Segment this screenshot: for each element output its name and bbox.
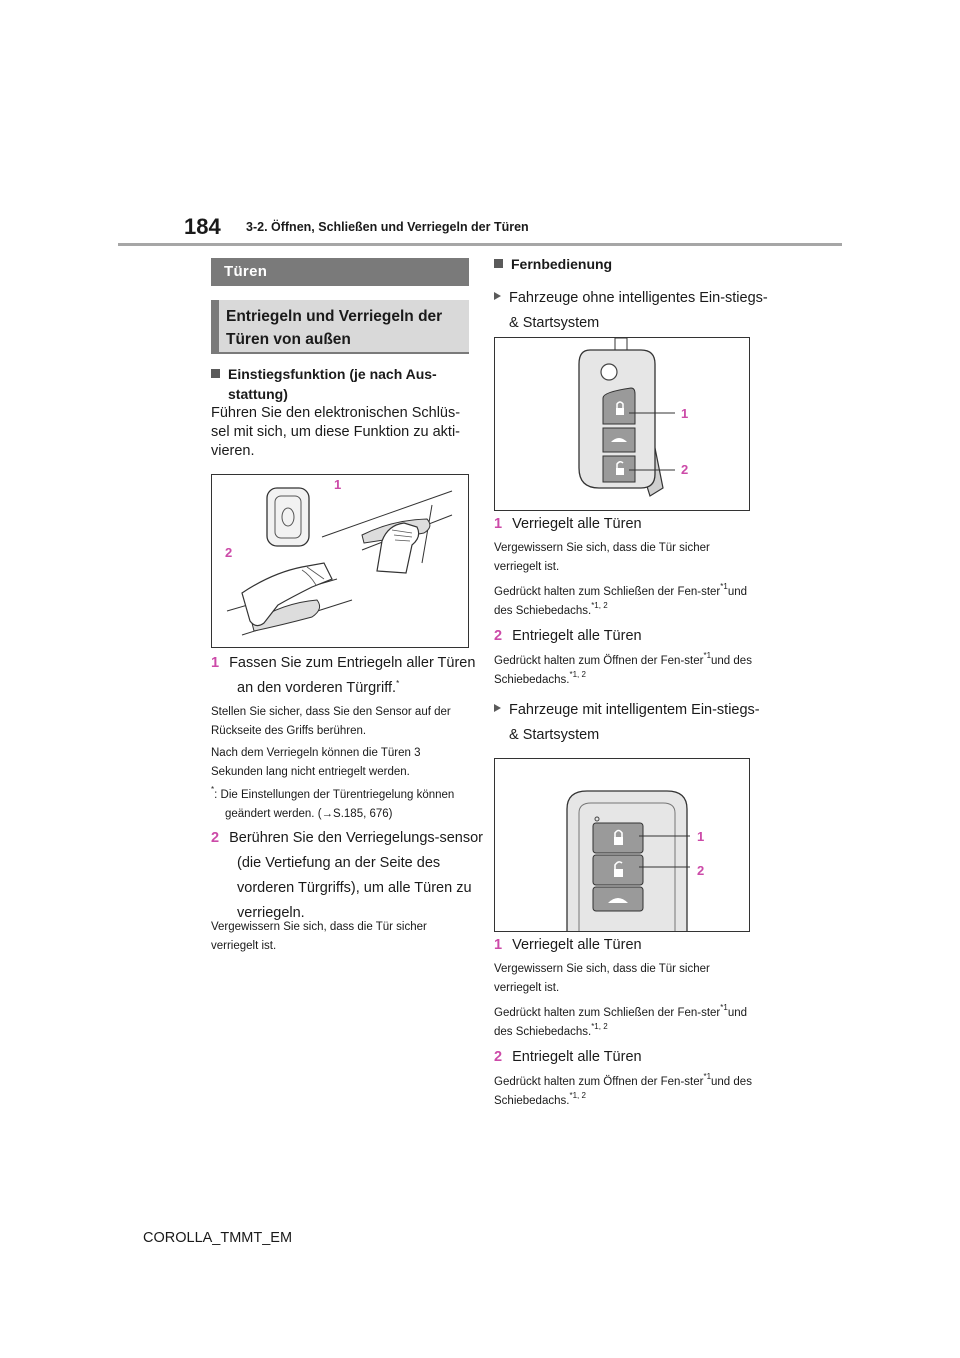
step-2-text: Berühren Sie den Verriegelungs-sensor (die Vertiefung an der Seite des vorderen Türgriffs), um alle Türen zu verriegeln.: [229, 830, 483, 921]
footnote-mark: *: [211, 785, 215, 794]
smart-key-subheading: Fahrzeuge mit intelligentem Ein-stiegs- & Startsystem: [494, 698, 769, 748]
smart-key-figure: [494, 758, 750, 932]
subsection-title: Entriegeln und Verriegeln der Türen von außen: [226, 308, 443, 348]
smart-key-illustration: [495, 759, 749, 931]
footnote-text: : Die Einstellungen der Türentriegelung können geändert werden. (→S.185, 676): [214, 789, 455, 820]
remote1-verify: Vergewissern Sie sich, dass die Tür sicher verriegelt ist.: [494, 542, 710, 573]
remote2-verify: Vergewissern Sie sich, dass die Tür sicher verriegelt ist.: [494, 963, 710, 994]
door-handle-figure: [211, 474, 469, 648]
note-verify: Vergewissern Sie sich, dass die Tür sicher verriegelt ist.: [211, 921, 427, 952]
remote2-hold-open: Gedrückt halten zum Öffnen der Fen-ster$^{*1}$und des Schiebedachs.$^{*1, 2}$: [494, 1072, 752, 1107]
flip-key-illustration: [495, 338, 749, 510]
note-sensor: Stellen Sie sicher, dass Sie den Sensor auf der Rückseite des Griffs berühren.: [211, 706, 451, 737]
remote1-lock: 1 Verriegelt alle Türen: [494, 516, 642, 532]
section-title-bar: [211, 258, 469, 286]
triangle-bullet-icon: [494, 292, 501, 300]
figure-label-2: 2: [225, 545, 233, 560]
figure-label-1: 1: [334, 477, 342, 492]
remote2-unlock: 2 Entriegelt alle Türen: [494, 1049, 642, 1065]
flip-key-figure: [494, 337, 750, 511]
remote2-hold-close: Gedrückt halten zum Schließen der Fen-ster$^{*1}$und des Schiebedachs.$^{*1, 2}$: [494, 1003, 748, 1038]
note-relock: Nach dem Verriegeln können die Türen 3 Sekunden lang nicht entriegelt werden.: [211, 747, 421, 778]
remote2-lock: 1 Verriegelt alle Türen: [494, 937, 642, 953]
square-bullet-icon: [494, 259, 503, 268]
chapter-title: 3-2. Öffnen, Schließen und Verriegeln der Türen: [246, 220, 529, 234]
footnote: [211, 786, 483, 824]
entry-function-heading: Einstiegsfunktion (je nach Aus-stattung): [211, 364, 486, 404]
square-bullet-icon: [211, 369, 220, 378]
smart-key-label-2: 2: [697, 863, 705, 878]
header-rule: [118, 243, 842, 246]
remote1-unlock: 2 Entriegelt alle Türen: [494, 628, 642, 644]
step-2-number: 2: [211, 830, 220, 846]
door-handle-illustration: [212, 475, 468, 647]
remote-heading: Fernbedienung: [494, 254, 754, 274]
section-title: Türen: [224, 263, 268, 280]
flip-key-label-2: 2: [681, 462, 689, 477]
remote1-hold-open: Gedrückt halten zum Öffnen der Fen-ster$^{*1}$und des Schiebedachs.$^{*1, 2}$: [494, 651, 752, 686]
entry-intro: Führen Sie den elektronischen Schlüs-sel mit sich, um diese Funktion zu akti-vieren.: [211, 405, 461, 459]
step-1-number: 1: [211, 655, 220, 671]
step-1: [211, 651, 495, 701]
model-code: COROLLA_TMMT_EM: [143, 1230, 293, 1246]
step-1-footnote-mark: *: [396, 679, 400, 688]
subsection-title-bar: [211, 300, 469, 354]
triangle-bullet-icon: [494, 704, 501, 712]
remote1-hold-close: Gedrückt halten zum Schließen der Fen-ster$^{*1}$und des Schiebedachs.$^{*1, 2}$: [494, 582, 748, 617]
smart-key-label-1: 1: [697, 829, 705, 844]
step-2: [211, 826, 495, 926]
page-number: 184: [184, 214, 221, 239]
no-smart-key-subheading: Fahrzeuge ohne intelligentes Ein-stiegs- & Startsystem: [494, 286, 769, 336]
step-1-text: Fassen Sie zum Entriegeln aller Türen an den vorderen Türgriff.: [229, 655, 476, 696]
flip-key-label-1: 1: [681, 406, 689, 421]
